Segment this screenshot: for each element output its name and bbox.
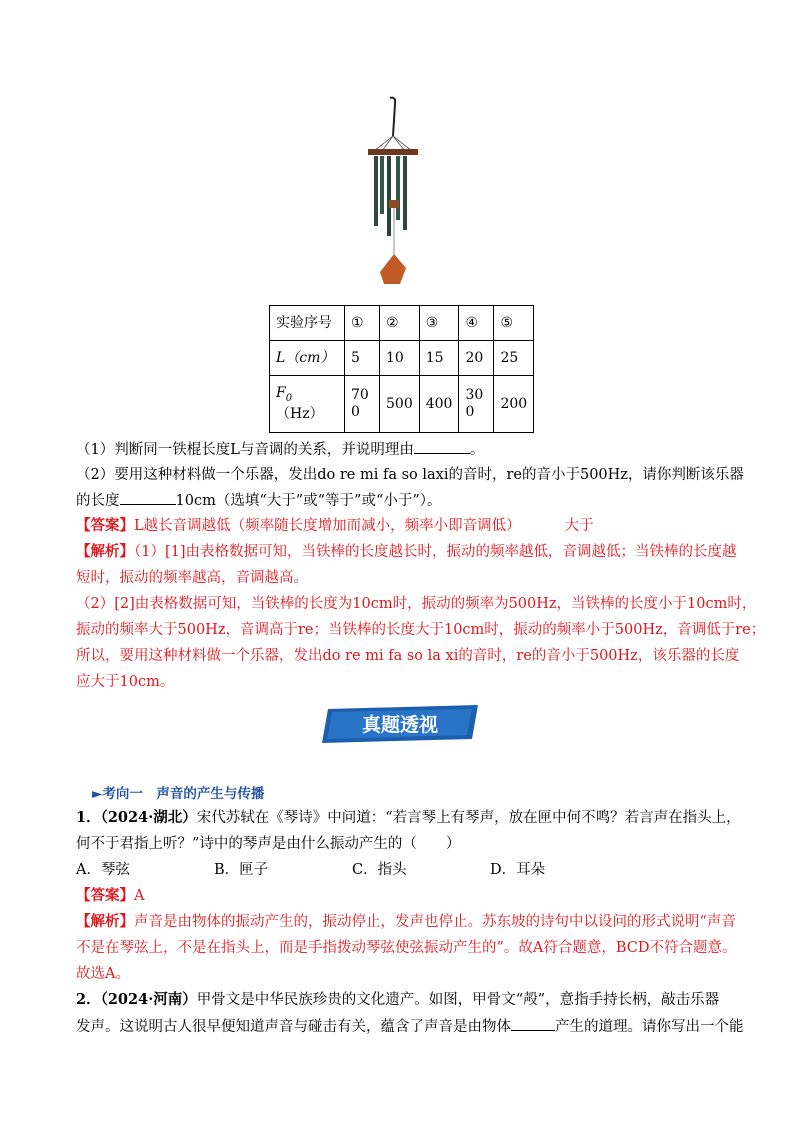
- table-cell: 500: [380, 376, 420, 433]
- table-cell: 20: [459, 341, 494, 376]
- table-header-row: [270, 306, 534, 341]
- problem-text-end: 产生的道理。请你写出一个能: [555, 1019, 744, 1035]
- wind-chime-image: [360, 96, 430, 286]
- table-cell: 200: [494, 376, 534, 433]
- table-cell: 5: [345, 341, 380, 376]
- data-table: [269, 305, 534, 433]
- problem-text: 甲骨文是中华民族珍贵的文化遗产。如图，甲骨文“殸”，意指手持长柄，敲击乐器: [196, 992, 720, 1008]
- answer-text: L越长音调越低（频率随长度增加而减小，频率小即音调低）: [134, 518, 521, 534]
- table-cell: 15: [419, 341, 459, 376]
- answer-text: A: [134, 888, 145, 904]
- table-cell: 30 0: [459, 376, 494, 433]
- problem-text: 宋代苏轼在《琴诗》中问道：“若言琴上有琴声，放在匣中何不鸣？若言声在指头上，: [196, 810, 741, 826]
- analysis-line-3: （2）[2]由表格数据可知，当铁棒的长度为10cm时，振动的频率为500Hz，当铁棒的长度小于10cm时，: [76, 596, 757, 612]
- problem-1-answer: [76, 886, 144, 906]
- table-cell: 10: [380, 341, 420, 376]
- analysis-line-5: 所以，要用这种材料做一个乐器，发出do re mi fa so la xi的音时，re的音小于500Hz，该乐器的长度: [76, 648, 740, 664]
- analysis-tag: 【解析】: [76, 543, 134, 560]
- problem-number: 1．: [76, 809, 101, 826]
- analysis-tag: 【解析】: [76, 913, 134, 930]
- problem-1-analysis-1: [76, 912, 736, 932]
- analysis-text: （1）[1]由表格数据可知，当铁棒的长度越长时，振动的频率越低，音调越低；当铁棒的长度越: [134, 544, 737, 560]
- option-c: C．指头: [352, 862, 407, 878]
- answer-blank: [120, 490, 176, 505]
- analysis-line-6: 应大于10cm。: [76, 674, 175, 690]
- table-cell: 400: [419, 376, 459, 433]
- answer-blank: [511, 1016, 555, 1031]
- answer-tag: 【答案】: [76, 517, 134, 534]
- section-heading: ►考向一 声音的产生与传播: [92, 786, 265, 802]
- problem-2-line-1: [76, 990, 719, 1010]
- table-header-cell: ①: [345, 306, 380, 341]
- problem-1-options: [76, 860, 545, 880]
- analysis-line-2: 短时，振动的频率越高，音调越高。: [76, 570, 308, 586]
- banner-text: 真题透视: [361, 714, 439, 736]
- answer-blank: [414, 439, 470, 454]
- question-2-line-1: （2）要用这种材料做一个乐器，发出do re mi fa so laxi的音时，re的音小于500Hz，请你判断该乐器: [76, 467, 744, 483]
- row-label: [270, 376, 345, 433]
- table-cell: 25: [494, 341, 534, 376]
- analysis-line-1: [76, 542, 737, 562]
- analysis-text: 声音是由物体的振动产生的，振动停止，发声也停止。苏东坡的诗句中以设问的形式说明“声音: [134, 914, 736, 930]
- section-banner: [322, 705, 478, 743]
- option-d: D．耳朵: [490, 862, 546, 878]
- option-b: B．匣子: [214, 862, 269, 878]
- problem-1-analysis-2: 不是在琴弦上，不是在指头上，而是手指拨动琴弦使弦振动产生的”。故A符合题意，BCD不符合题意。: [76, 940, 737, 956]
- table-header-cell: ④: [459, 306, 494, 341]
- problem-1-line-1: [76, 808, 741, 828]
- problem-text: 发声。这说明古人很早便知道声音与碰击有关，蕴含了声音是由物体: [76, 1019, 511, 1035]
- problem-1-analysis-3: 故选A。: [76, 966, 130, 982]
- table-cell: 70 0: [345, 376, 380, 433]
- table-header-cell: ②: [380, 306, 420, 341]
- table-header-cell: 实验序号: [270, 306, 345, 341]
- question-1-text: （1）判断同一铁棍长度L与音调的关系，并说明理由: [76, 442, 414, 458]
- answer-text-2: 大于: [564, 518, 594, 534]
- row-label: L（cm）: [270, 341, 345, 376]
- option-a: A．琴弦: [76, 862, 130, 878]
- question-2-end: 10cm（选填“大于”或“等于”或“小于”）。: [175, 493, 442, 509]
- problem-source: （2024·湖北）: [100, 809, 197, 826]
- analysis-line-4: 振动的频率大于500Hz，音调高于re；当铁棒的长度大于10cm时，振动的频率小于500Hz，音调低于re；: [76, 622, 766, 638]
- row-label-sub: 0: [285, 392, 293, 404]
- question-1: [76, 439, 484, 460]
- problem-1-line-2: 何不于君指上听？”诗中的琴声是由什么振动产生的（ ）: [76, 836, 461, 852]
- table-row-frequency: [270, 376, 534, 433]
- question-2-text: 的长度: [76, 493, 120, 509]
- problem-2-line-2: [76, 1016, 744, 1037]
- answer-tag: 【答案】: [76, 887, 134, 904]
- table-row-length: [270, 341, 534, 376]
- problem-source: （2024·河南）: [100, 991, 197, 1008]
- problem-number: 2．: [76, 991, 101, 1008]
- row-label-symbol: F: [276, 384, 286, 401]
- question-2-line-2: [76, 490, 442, 511]
- answer-line: [76, 516, 594, 536]
- row-label-unit: （Hz）: [276, 406, 324, 423]
- table-header-cell: ⑤: [494, 306, 534, 341]
- question-1-end: 。: [469, 442, 485, 458]
- table-header-cell: ③: [419, 306, 459, 341]
